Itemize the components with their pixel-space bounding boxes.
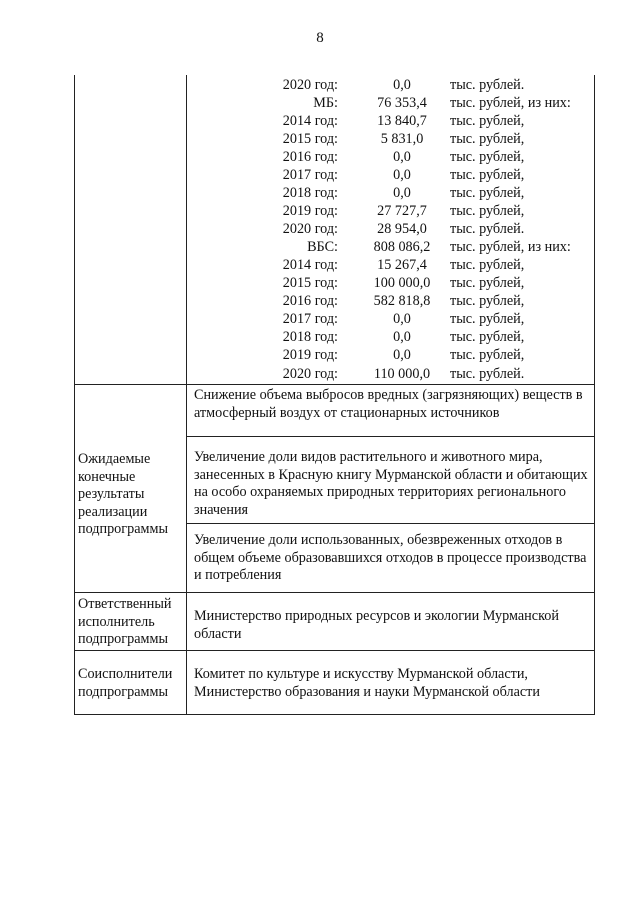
funding-row: [188, 112, 594, 130]
funding-row-value: 0,0: [393, 185, 411, 201]
funding-row-label: 2019 год:: [282, 203, 338, 219]
funding-row: [188, 310, 594, 328]
funding-row-label: 2014 год:: [282, 113, 338, 129]
table-border-left: [74, 75, 75, 715]
result-item-1: Снижение объема выбросов вредных (загрязняющих) веществ в атмосферный воздух от стационарных источников: [194, 387, 583, 421]
funding-row-value: 15 267,4: [377, 257, 427, 273]
result-item-2: Увеличение доли видов растительного и животного мира, занесенных в Красную книгу Мурманской области и обитающих на особо охраняемых природных территориях регионального значения: [194, 449, 588, 518]
funding-row-unit: тыс. рублей,: [450, 293, 525, 309]
funding-row-label: 2018 год:: [282, 329, 338, 345]
funding-row-unit: тыс. рублей,: [450, 149, 525, 165]
table-border-bottom: [74, 714, 595, 715]
funding-row-value: 0,0: [393, 149, 411, 165]
table-column-divider: [186, 75, 187, 715]
funding-row-unit: тыс. рублей,: [450, 275, 525, 291]
funding-row: [188, 292, 594, 310]
funding-row-value: 808 086,2: [373, 239, 431, 255]
funding-row-label: 2020 год:: [282, 221, 338, 237]
row-divider-funding: [74, 384, 595, 385]
funding-row-label: 2017 год:: [282, 311, 338, 327]
funding-row-value: 28 954,0: [377, 221, 427, 237]
row-divider-result-2: [187, 523, 595, 524]
funding-row-value: 110 000,0: [373, 366, 431, 382]
funding-row-value: 76 353,4: [377, 95, 427, 111]
row-divider-results: [74, 592, 595, 593]
funding-row: [188, 238, 594, 256]
funding-row-unit: тыс. рублей, из них:: [450, 239, 571, 255]
responsible-label: Ответственный исполнитель подпрограммы: [78, 596, 172, 647]
funding-row-value: 0,0: [393, 347, 411, 363]
funding-row-unit: тыс. рублей,: [450, 131, 525, 147]
funding-row-label: МБ:: [313, 95, 338, 111]
funding-row-label: 2019 год:: [282, 347, 338, 363]
funding-row-unit: тыс. рублей.: [450, 221, 525, 237]
funding-row-unit: тыс. рублей,: [450, 329, 525, 345]
funding-row-value: 100 000,0: [373, 275, 431, 291]
funding-row-label: 2014 год:: [282, 257, 338, 273]
row-divider-responsible: [74, 650, 595, 651]
funding-row: [188, 256, 594, 274]
funding-row-label: 2020 год:: [282, 366, 338, 382]
funding-row: [188, 148, 594, 166]
funding-row: [188, 76, 594, 94]
funding-row: [188, 94, 594, 112]
funding-row: [188, 274, 594, 292]
funding-row: [188, 365, 594, 383]
funding-row-value: 0,0: [393, 167, 411, 183]
funding-row-unit: тыс. рублей, из них:: [450, 95, 571, 111]
row-divider-result-1: [187, 436, 595, 437]
funding-row-value: 5 831,0: [380, 131, 424, 147]
funding-row: [188, 184, 594, 202]
funding-row: [188, 202, 594, 220]
funding-row-label: 2017 год:: [282, 167, 338, 183]
page-number: 8: [316, 30, 324, 46]
funding-row-unit: тыс. рублей.: [450, 77, 525, 93]
funding-row-value: 0,0: [393, 311, 411, 327]
funding-row-value: 0,0: [393, 329, 411, 345]
funding-row-label: 2020 год:: [282, 77, 338, 93]
funding-row-label: 2016 год:: [282, 149, 338, 165]
funding-row-unit: тыс. рублей,: [450, 257, 525, 273]
funding-row-unit: тыс. рублей,: [450, 167, 525, 183]
funding-row-value: 13 840,7: [377, 113, 427, 129]
funding-row-label: 2015 год:: [282, 275, 338, 291]
responsible-value: Министерство природных ресурсов и экологии Мурманской области: [194, 608, 559, 642]
funding-row-unit: тыс. рублей,: [450, 203, 525, 219]
results-label: Ожидаемые конечные результаты реализации подпрограммы: [78, 451, 168, 537]
funding-row: [188, 220, 594, 238]
funding-row-unit: тыс. рублей,: [450, 113, 525, 129]
funding-row: [188, 166, 594, 184]
funding-row-unit: тыс. рублей,: [450, 347, 525, 363]
funding-row-label: 2016 год:: [282, 293, 338, 309]
funding-row-label: 2018 год:: [282, 185, 338, 201]
co-executors-value: Комитет по культуре и искусству Мурманской области, Министерство образования и науки Мурманской области: [194, 666, 540, 700]
funding-row-value: 27 727,7: [377, 203, 427, 219]
funding-row-value: 0,0: [393, 77, 411, 93]
funding-row: [188, 346, 594, 364]
funding-row-label: ВБС:: [307, 239, 338, 255]
table-border-right: [594, 75, 595, 715]
funding-row-value: 582 818,8: [373, 293, 431, 309]
result-item-3: Увеличение доли использованных, обезвреженных отходов в общем объеме образовавшихся отходов в процессе производства и потребления: [194, 532, 587, 583]
funding-row: [188, 130, 594, 148]
funding-row-unit: тыс. рублей,: [450, 311, 525, 327]
co-executors-label: Соисполнители подпрограммы: [78, 666, 173, 700]
funding-row-unit: тыс. рублей,: [450, 185, 525, 201]
funding-row-unit: тыс. рублей.: [450, 366, 525, 382]
subprogram-passport-table: [74, 75, 595, 715]
funding-row-label: 2015 год:: [282, 131, 338, 147]
funding-row: [188, 328, 594, 346]
